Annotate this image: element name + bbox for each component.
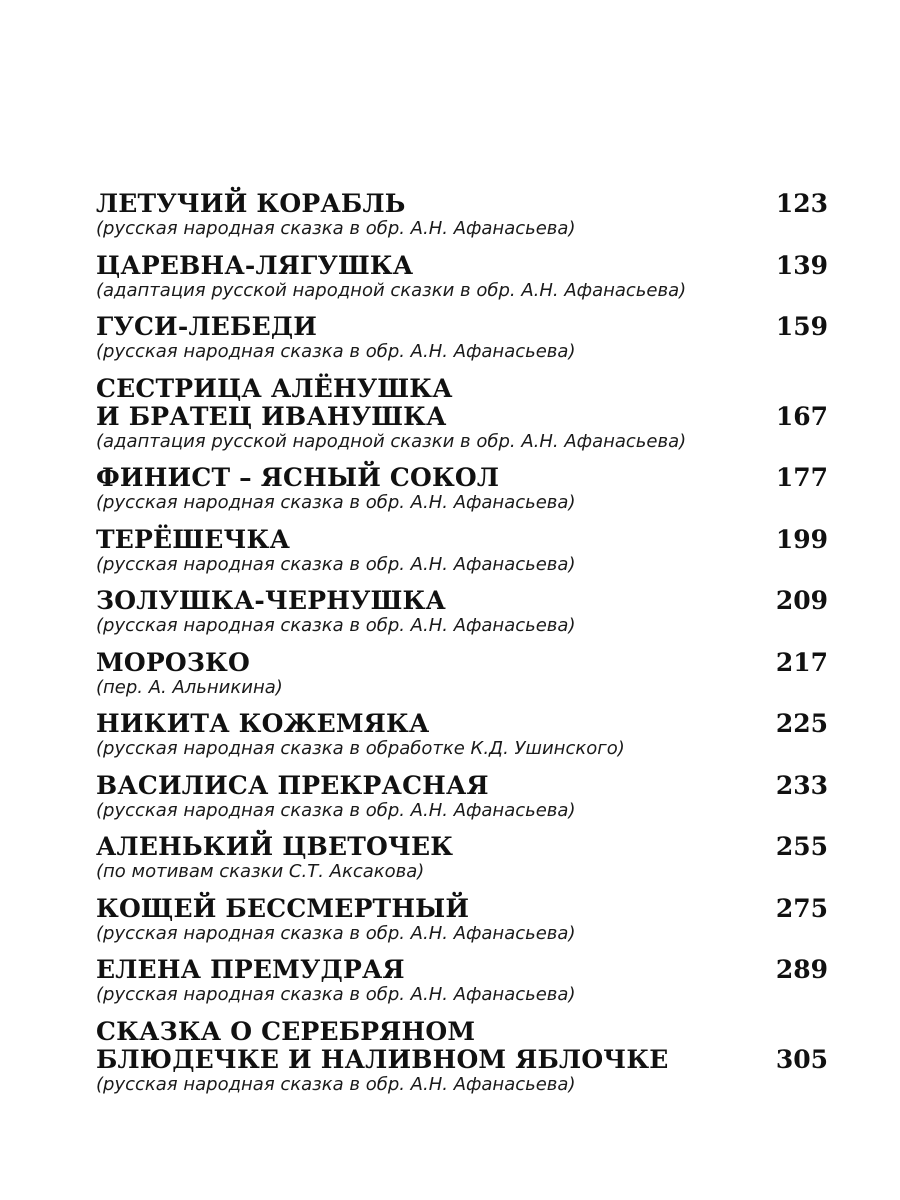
toc-entry-subtitle: (русская народная сказка в обр. А.Н. Афанасьева) (96, 799, 576, 821)
table-of-contents (96, 190, 828, 1107)
toc-entry-title-line: АЛЕНЬКИЙ ЦВЕТОЧЕК (96, 832, 454, 861)
toc-entry-subtitle: (русская народная сказка в обр. А.Н. Афанасьева) (96, 492, 576, 513)
toc-entry-subtitle: (русская народная сказка в обр. А.Н. Афанасьева) (96, 615, 576, 636)
toc-entry-page-number: 233 (775, 770, 828, 800)
toc-entry-title-line: СКАЗКА О СЕРЕБРЯНОМ (96, 1016, 476, 1046)
toc-entry-subtitle: (адаптация русской народной сказки в обр. А.Н. Афанасьева) (96, 279, 687, 301)
toc-entry-title (96, 833, 828, 861)
toc-entry-title (96, 710, 828, 738)
toc-entry (96, 895, 828, 945)
toc-entry-subtitle: (пер. А. Альникина) (96, 676, 283, 698)
toc-entry-title (96, 526, 828, 554)
toc-entry (96, 649, 828, 699)
toc-entry-title-line: ЛЕТУЧИЙ КОРАБЛЬ (96, 189, 406, 218)
toc-entry-title (96, 1018, 828, 1074)
toc-entry-subtitle: (русская народная сказка в обр. А.Н. Афанасьева) (96, 553, 576, 575)
toc-entry-title-line: ФИНИСТ – ЯСНЫЙ СОКОЛ (96, 463, 500, 492)
toc-entry-title-line: И БРАТЕЦ ИВАНУШКА (96, 401, 447, 431)
toc-entry (96, 190, 828, 240)
toc-entry-page-number: 225 (775, 709, 828, 738)
toc-entry-title-line: КОЩЕЙ БЕССМЕРТНЫЙ (96, 893, 470, 923)
toc-entry-title-line: НИКИТА КОЖЕМЯКА (96, 709, 430, 738)
toc-entry-subtitle: (русская народная сказка в обр. А.Н. Афанасьева) (96, 1073, 576, 1095)
toc-entry-title-line: БЛЮДЕЧКЕ И НАЛИВНОМ ЯБЛОЧКЕ (96, 1044, 669, 1074)
toc-entry-subtitle: (русская народная сказка в обр. А.Н. Афанасьева) (96, 218, 576, 239)
toc-entry-title (96, 649, 828, 677)
toc-entry-title (96, 772, 828, 800)
toc-entry (96, 956, 828, 1006)
toc-entry-title (96, 375, 828, 431)
toc-entry-title (96, 313, 828, 341)
toc-entry-title-line: ТЕРЁШЕЧКА (96, 524, 290, 554)
toc-entry-title-line: ГУСИ-ЛЕБЕДИ (96, 312, 318, 341)
toc-entry (96, 833, 828, 883)
toc-entry-page-number: 275 (775, 893, 828, 923)
toc-entry-title (96, 895, 828, 923)
toc-entry-page-number: 199 (775, 524, 828, 554)
toc-entry-page-number: 139 (775, 250, 828, 280)
toc-entry-title-line: МОРОЗКО (96, 647, 250, 677)
toc-entry-page-number: 255 (775, 832, 828, 861)
toc-entry (96, 1018, 828, 1096)
toc-entry-page-number: 167 (775, 401, 828, 431)
toc-entry-subtitle: (русская народная сказка в обр. А.Н. Афанасьева) (96, 922, 576, 944)
toc-entry-subtitle: (русская народная сказка в обр. А.Н. Афанасьева) (96, 984, 576, 1005)
toc-entry-title (96, 587, 828, 615)
toc-entry-page-number: 123 (775, 189, 828, 218)
toc-entry-subtitle: (по мотивам сказки С.Т. Аксакова) (96, 861, 425, 882)
toc-entry (96, 587, 828, 637)
toc-entry-title-line: ВАСИЛИСА ПРЕКРАСНАЯ (96, 770, 489, 800)
toc-entry-page-number: 289 (775, 955, 828, 984)
toc-entry-title (96, 956, 828, 984)
toc-entry-page-number: 217 (775, 647, 828, 677)
toc-entry (96, 313, 828, 363)
toc-entry-title-line: ЦАРЕВНА-ЛЯГУШКА (96, 250, 414, 280)
toc-entry (96, 772, 828, 822)
toc-entry (96, 710, 828, 760)
toc-entry-title-line: ЕЛЕНА ПРЕМУДРАЯ (96, 955, 405, 984)
toc-entry-title (96, 190, 828, 218)
toc-entry-subtitle: (адаптация русской народной сказки в обр. А.Н. Афанасьева) (96, 430, 687, 452)
toc-entry-title (96, 464, 828, 492)
toc-entry-title-line: СЕСТРИЦА АЛЁНУШКА (96, 373, 453, 403)
toc-entry-page-number: 209 (775, 586, 828, 615)
toc-entry (96, 526, 828, 576)
toc-entry (96, 375, 828, 453)
toc-entry-subtitle: (русская народная сказка в обр. А.Н. Афанасьева) (96, 341, 576, 362)
toc-entry-page-number: 177 (775, 463, 828, 492)
toc-entry-subtitle: (русская народная сказка в обработке К.Д. Ушинского) (96, 738, 625, 759)
toc-entry-title-line: ЗОЛУШКА-ЧЕРНУШКА (96, 586, 446, 615)
toc-entry-page-number: 159 (775, 312, 828, 341)
toc-entry (96, 252, 828, 302)
toc-entry (96, 464, 828, 514)
toc-entry-page-number: 305 (775, 1044, 828, 1074)
toc-entry-title (96, 252, 828, 280)
